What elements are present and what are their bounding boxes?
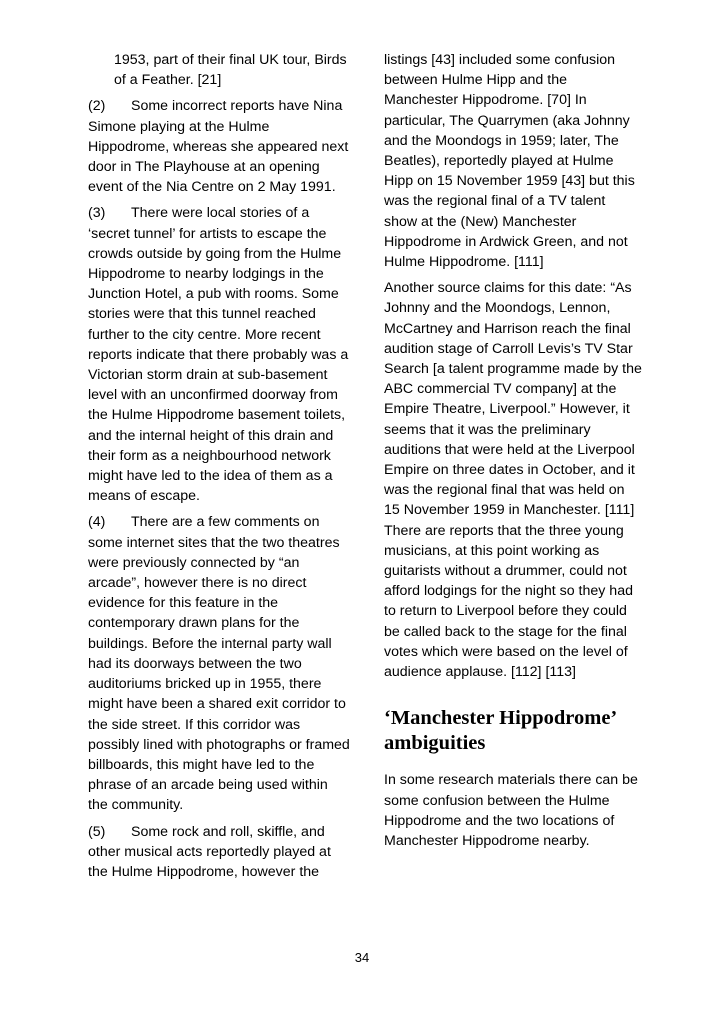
note-text: Some incorrect reports have Nina Simone playing at the Hulme Hippodrome, whereas she appeared next door in The Playhouse at an opening event of the Nia Centre on 2 May 1991. [88,98,349,196]
note-5 [88,822,350,883]
note-3 [88,203,350,506]
note-2 [88,96,350,197]
body-paragraph: Another source claims for this date: “As Johnny and the Moondogs, Lennon, McCartney and Harrison reach the final audition stage of Carroll Levis’s TV Star Search [a talent programme made by the ABC commercial TV company] at the Empire Theatre, Liverpool.” However, it seems that it was the preliminary auditions that were held at the Liverpool Empire on three dates in October, and it was the regional final that was held on 15 November 1959 in Manchester. [111] There are reports that the three young musicians, at this point working as guitarists without a drummer, could not afford lodgings for the night so they had to return to Liverpool before they could be called back to the stage for the final votes which were based on the level of audience applause. [112] [113] [384,280,642,681]
note-number: (4) [88,514,106,531]
section-heading: ‘Manchester Hippodrome’ ambiguities [384,707,616,755]
body-paragraph: listings [43] included some confusion between Hulme Hipp and the Manchester Hippodrome. [70] In particular, The Quarrymen (aka Johnny and the Moondogs in 1959; later, The Beatles), reportedly played at Hulme Hipp on 15 November 1959 [43] but this was the regional final of a TV talent show at the (New) Manchester Hippodrome in Ardwick Green, and not Hulme Hippodrome. [111] [384,52,635,271]
note-number: (2) [88,98,106,115]
note-text: Some rock and roll, skiffle, and other musical acts reportedly played at the Hulme Hippodrome, however the [88,823,331,880]
note-number: (3) [88,205,106,222]
body-paragraph: In some research materials there can be some confusion between the Hulme Hippodrome and the two locations of Manchester Hippodrome nearby. [384,772,638,849]
note-number: (5) [88,823,106,840]
continuation-text: 1953, part of their final UK tour, Birds of a Feather. [21] [114,52,347,89]
right-column [384,50,642,857]
left-column [88,50,350,888]
note-text: There are a few comments on some internet sites that the two theatres were previously connected by “an arcade”, however there is no direct evidence for this feature in the contemporary drawn plans for the buildings. Before the internal party wall had its doorways between the two auditoriums bricked up in 1955, there might have been a shared exit corridor to the side street. If this corridor was possibly lined with photographs or framed billboards, this might have led to the phrase of an arcade being used within the community. [88,514,350,814]
note-4 [88,512,350,815]
page-number: 34 [354,950,370,965]
note-text: There were local stories of a ‘secret tunnel’ for artists to escape the crowds outside by going from the Hulme Hippodrome to nearby lodgings in the Junction Hotel, a pub with rooms. Some stories were that this tunnel reached further to the city centre. More recent reports indicate that there probably was a Victorian storm drain at sub-basement level with an unconfirmed doorway from the Hulme Hippodrome basement toilets, and the internal height of this drain and their form as a neighbourhood network might have led to the idea of them as a means of escape. [88,205,349,505]
